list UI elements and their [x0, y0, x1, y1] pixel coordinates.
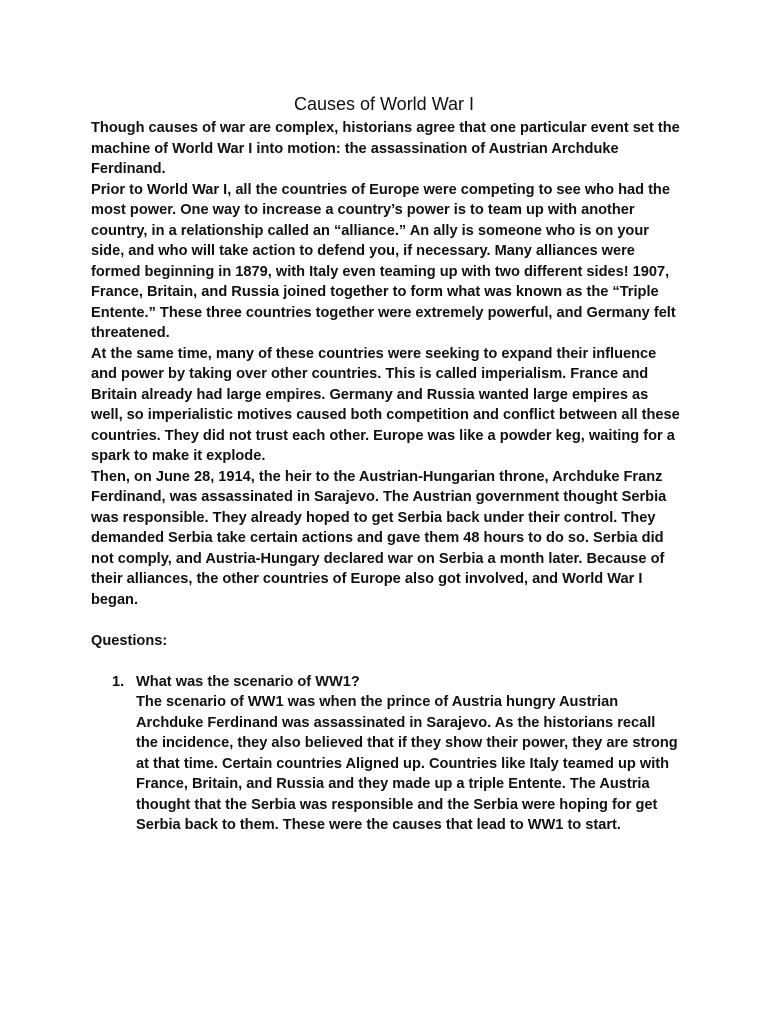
document-title: Causes of World War I	[293, 94, 475, 114]
paragraph-alliances: Prior to World War I, all the countries of Europe were competing to see who had the most power. One way to increase a country’s power is to team up with another country, in a relationship called an “alliance.” An ally is someone who is on your side, and who will take action to defend you, if necessary. Many alliances were formed beginning in 1879, with Italy even teaming up with two different sides! 1907, France, Britain, and Russia joined together to form what was known as the “Triple Entente.” These three countries together were extremely powerful, and Germany felt threatened.	[91, 181, 676, 341]
question-item	[91, 672, 681, 836]
question-text: What was the scenario of WW1?	[136, 673, 360, 690]
paragraph-intro: Though causes of war are complex, historians agree that one particular event set the machine of World War I into motion: the assassination of Austrian Archduke Ferdinand.	[91, 120, 680, 177]
document-body	[91, 118, 681, 836]
paragraph-imperialism: At the same time, many of these countries were seeking to expand their influence and power by taking over other countries. This is called imperialism. France and Britain already had large empires. Germany and Russia wanted large empires as well, so imperialistic motives caused both competition and conflict between all these countries. They did not trust each other. Europe was like a powder keg, waiting for a spark to make it explode.	[91, 345, 680, 464]
answer-text: The scenario of WW1 was when the prince of Austria hungry Austrian Archduke Ferdinand was assassinated in Sarajevo. As the historians recall the incidence, they also believed that if they show their power, they are strong at that time. Certain countries Aligned up. Countries like Italy teamed up with France, Britain, and Russia and they made up a triple Entente. The Austria thought that the Serbia was responsible and the Serbia were hoping for get Serbia back to them. These were the causes that lead to WW1 to start.	[136, 694, 678, 833]
paragraph-assassination: Then, on June 28, 1914, the heir to the Austrian-Hungarian throne, Archduke Franz Ferdinand, was assassinated in Sarajevo. The Austrian government thought Serbia was responsible. They already hoped to get Serbia back under their control. They demanded Serbia take certain actions and gave them 48 hours to do so. Serbia did not comply, and Austria-Hungary declared war on Serbia a month later. Because of their alliances, the other countries of Europe also got involved, and World War I began.	[91, 468, 667, 608]
question-number: 1.	[112, 673, 125, 690]
questions-heading: Questions:	[91, 632, 168, 649]
question-list	[91, 672, 681, 836]
